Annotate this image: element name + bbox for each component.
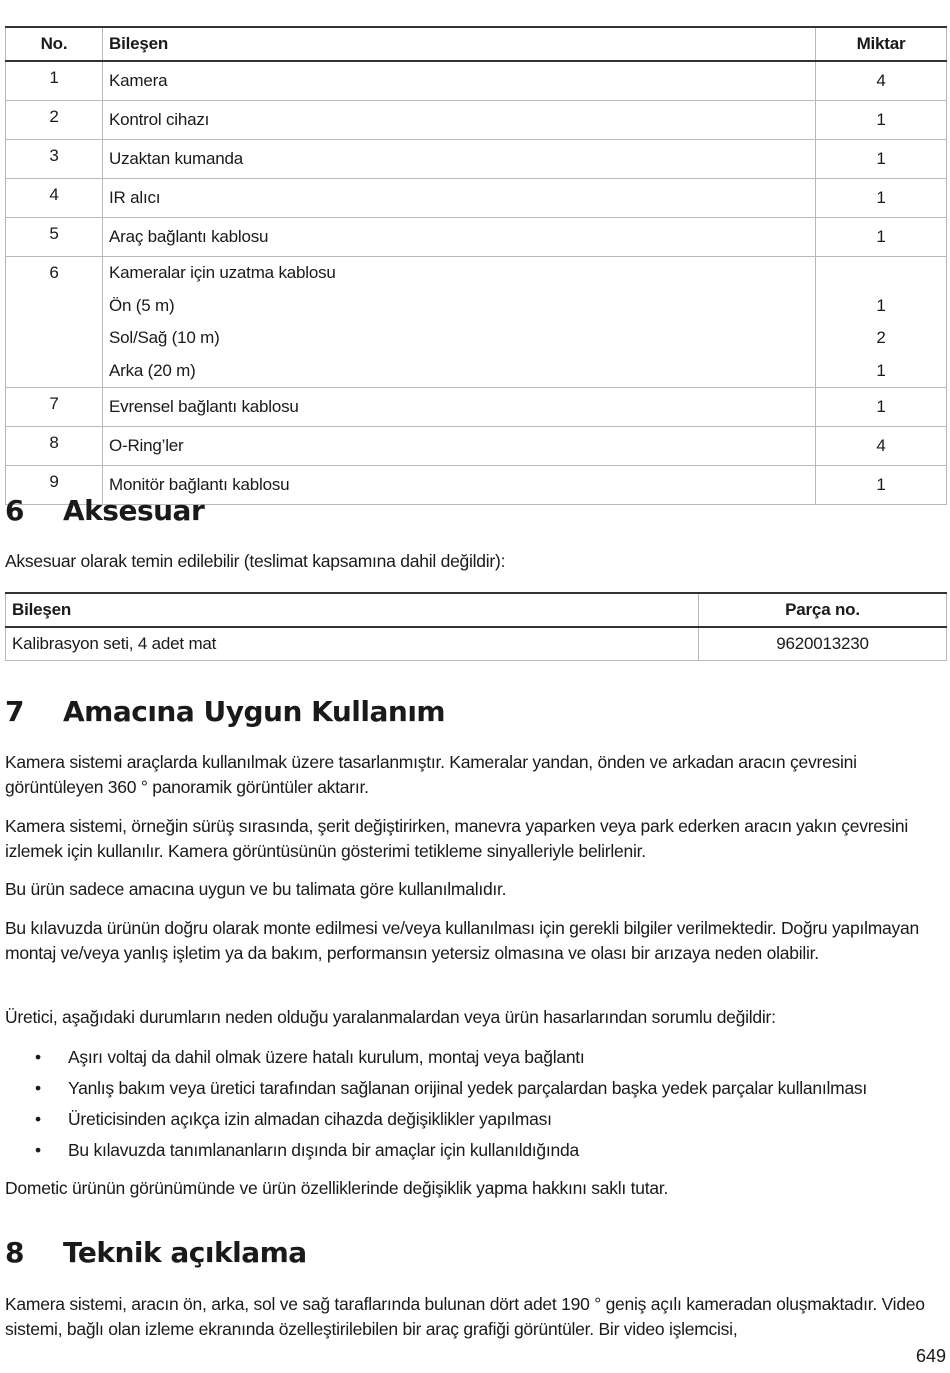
sub-item-quantity: 1 [876,295,886,315]
table-header-row [6,27,947,61]
row-component: Kamera [103,61,816,101]
section-number: 6 [5,494,24,527]
row-number: 6 [6,257,103,388]
row-quantity: 1 [816,101,947,140]
row-component: Kalibrasyon seti, 4 adet mat [6,627,699,661]
group-title-quantity [816,257,946,290]
column-header-quantity: Miktar [816,27,947,61]
sub-item-component: Ön (5 m) [109,295,175,315]
row-component-group [103,257,816,388]
section-number: 8 [5,1236,24,1269]
delivery-scope-table [5,26,947,505]
list-item-text: Aşırı voltaj da dahil olmak üzere hatalı kurulum, montaj veya bağlantı [68,1047,585,1067]
row-component: Evrensel bağlantı kablosu [103,388,816,427]
row-number: 5 [6,218,103,257]
row-quantity: 1 [816,218,947,257]
table-row-group [6,257,947,388]
row-quantity: 1 [816,140,947,179]
row-component: Araç bağlantı kablosu [103,218,816,257]
row-component: Uzaktan kumanda [103,140,816,179]
table-header-row [6,593,947,627]
table-row [6,627,947,661]
sub-item-component: Sol/Sağ (10 m) [109,328,220,347]
table-row [6,179,947,218]
section-number: 7 [5,695,24,728]
list-item [5,1104,945,1135]
table-row [6,61,947,101]
liability-list [5,1042,945,1166]
section-title: Amacına Uygun Kullanım [63,695,446,728]
row-component: O-Ring’ler [103,427,816,466]
list-item [5,1042,945,1073]
row-number: 9 [6,466,103,505]
column-header-component: Bileşen [6,593,699,627]
row-quantity: 1 [816,466,947,505]
section-heading-accessories [5,494,204,527]
table-row [6,101,947,140]
paragraph: Bu kılavuzda ürünün doğru olarak monte edilmesi ve/veya kullanılması için gerekli bilgiler verilmektedir. Doğru yapılmayan montaj ve/veya yanlış işletim ya da bakım, performansın yetersiz olmasına ve olası bir arızaya neden olabilir. [5,918,919,963]
bullet-icon: • [35,1109,41,1129]
list-item-text: Yanlış bakım veya üretici tarafından sağlanan orijinal yedek parçalardan başka yedek parçalar kullanılması [68,1078,868,1098]
row-number: 1 [6,61,103,101]
accessories-intro: Aksesuar olarak temin edilebilir (teslimat kapsamına dahil değildir): [5,551,506,571]
column-header-component: Bileşen [103,27,816,61]
paragraph: Bu ürün sadece amacına uygun ve bu talimata göre kullanılmalıdır. [5,879,507,899]
section-heading-intended-use [5,695,445,728]
row-number: 3 [6,140,103,179]
paragraph: Kamera sistemi araçlarda kullanılmak üzere tasarlanmıştır. Kameralar yandan, önden ve arkadan aracın çevresini görüntüleyen 360 ° panoramik görüntüler aktarır. [5,752,857,797]
row-part-no: 9620013230 [699,627,947,661]
column-header-no: No. [6,27,103,61]
sub-item-component: Arka (20 m) [109,360,196,380]
page-number: 649 [915,1346,946,1366]
list-item [5,1135,945,1166]
bullet-icon: • [35,1078,41,1098]
paragraph: Kamera sistemi, aracın ön, arka, sol ve sağ taraflarında bulunan dört adet 190 ° geniş açılı kameradan oluşmaktadır. Video sistemi, bağlı olan izleme ekranında özelleştirilebilen bir araç grafiği görüntüler. Bir video işlemcisi, [5,1294,925,1339]
row-component: IR alıcı [103,179,816,218]
row-quantity: 4 [816,427,947,466]
column-header-part-no: Parça no. [699,593,947,627]
list-item [5,1073,945,1104]
section-title: Teknik açıklama [63,1236,307,1269]
row-quantity-group [816,257,947,388]
bullet-icon: • [35,1140,41,1160]
accessories-table [5,592,947,661]
row-number: 4 [6,179,103,218]
table-row [6,388,947,427]
sub-item-quantity: 2 [876,328,886,347]
paragraph: Dometic ürünün görünümünde ve ürün özelliklerinde değişiklik yapma hakkını saklı tutar. [5,1178,669,1198]
table-row [6,427,947,466]
bullet-icon: • [35,1047,41,1067]
paragraph: Kamera sistemi, örneğin sürüş sırasında, şerit değiştirirken, manevra yaparken veya park ederken aracın yakın çevresini izlemek için kullanılır. Kamera görüntüsünün gösterimi tetikleme sinyalleriyle belirlenir. [5,816,909,861]
row-number: 2 [6,101,103,140]
row-number: 8 [6,427,103,466]
section-heading-technical-description [5,1236,307,1269]
row-component: Monitör bağlantı kablosu [103,466,816,505]
row-quantity: 4 [816,61,947,101]
row-number: 7 [6,388,103,427]
group-title: Kameralar için uzatma kablosu [109,263,336,282]
row-quantity: 1 [816,388,947,427]
paragraph: Üretici, aşağıdaki durumların neden olduğu yaralanmalardan veya ürün hasarlarından sorumlu değildir: [5,1007,776,1027]
list-item-text: Bu kılavuzda tanımlananların dışında bir amaçlar için kullanıldığında [68,1140,579,1160]
row-quantity: 1 [816,179,947,218]
sub-item-quantity: 1 [876,360,886,380]
row-component: Kontrol cihazı [103,101,816,140]
section-title: Aksesuar [63,494,205,527]
table-row [6,140,947,179]
list-item-text: Üreticisinden açıkça izin almadan cihazda değişiklikler yapılması [68,1109,552,1129]
table-row [6,218,947,257]
